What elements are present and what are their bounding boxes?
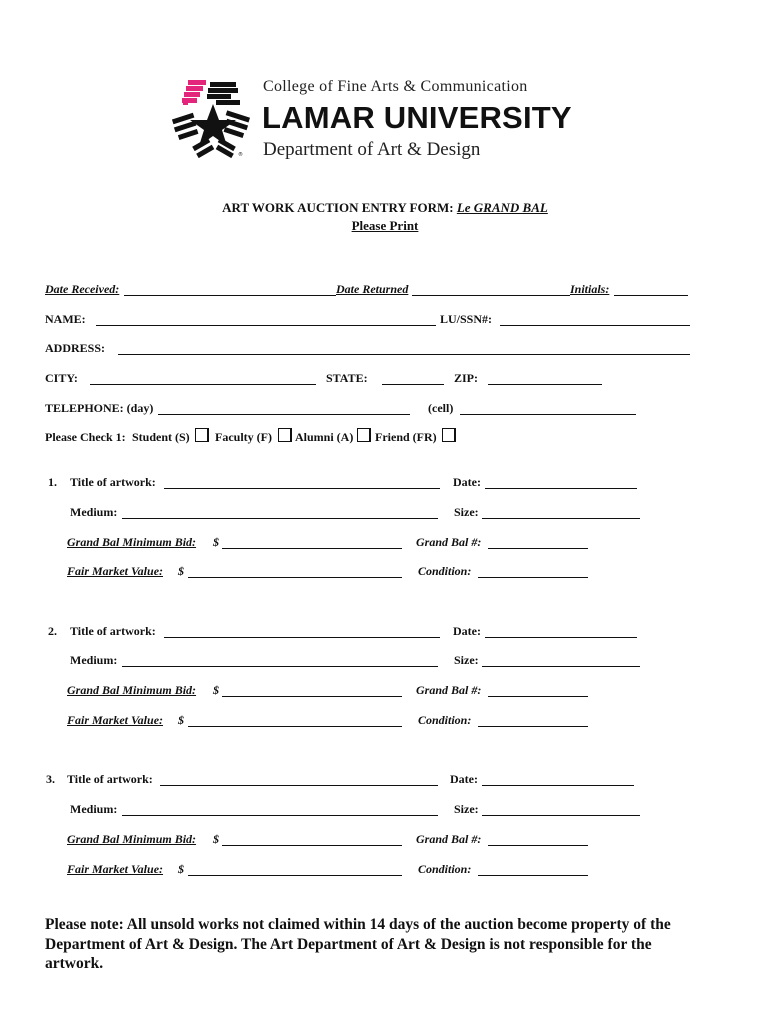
department-name: Department of Art & Design [263,139,481,160]
dollar-sign: $ [213,683,219,697]
fair-market-value-field[interactable] [188,726,402,727]
form-title [0,200,770,216]
grand-bal-number-field[interactable] [488,845,588,846]
date-label: Date: [453,624,481,638]
title-of-artwork-label: Title of artwork: [67,772,153,786]
entry-number: 3. [46,772,55,786]
size-field[interactable] [482,666,640,667]
size-label: Size: [454,505,479,519]
date-field[interactable] [485,488,637,489]
size-field[interactable] [482,518,640,519]
friend-checkbox[interactable] [442,428,456,442]
date-received-label: Date Received: [45,282,120,296]
fair-market-value-label: Fair Market Value: [67,564,164,578]
minimum-bid-label: Grand Bal Minimum Bid: [67,832,197,846]
form-title-prefix: ART WORK AUCTION ENTRY FORM: [222,200,457,215]
name-label: NAME: [45,312,86,326]
disclaimer-line-2: Department of Art & Design. The Art Department of Art & Design is not responsible for the [45,935,652,953]
state-field[interactable] [382,384,444,385]
grand-bal-number-label: Grand Bal #: [416,535,482,549]
city-label: CITY: [45,371,78,385]
form-title-event: Le GRAND BAL [456,200,548,215]
fair-market-value-label: Fair Market Value: [67,862,164,876]
date-label: Date: [453,475,481,489]
telephone-cell-label: (cell) [428,401,454,415]
title-of-artwork-field[interactable] [160,785,438,786]
grand-bal-number-field[interactable] [488,696,588,697]
lamar-star-logo-icon [172,74,254,164]
zip-label: ZIP: [454,371,478,385]
faculty-checkbox[interactable] [278,428,292,442]
option-student-label: Student (S) [132,430,190,444]
college-name: College of Fine Arts & Communication [263,78,528,95]
medium-field[interactable] [122,666,438,667]
option-faculty-label: Faculty (F) [215,430,272,444]
name-field[interactable] [96,325,436,326]
dollar-sign: $ [178,862,184,876]
condition-field[interactable] [478,726,588,727]
telephone-day-label: TELEPHONE: (day) [45,401,154,415]
grand-bal-number-label: Grand Bal #: [416,683,482,697]
grand-bal-number-label: Grand Bal #: [416,832,482,846]
minimum-bid-label: Grand Bal Minimum Bid: [67,535,197,549]
date-returned-label: Date Returned [336,282,409,296]
medium-label: Medium: [70,505,118,519]
title-of-artwork-label: Title of artwork: [70,624,156,638]
size-label: Size: [454,802,479,816]
option-friend-label: Friend (FR) [375,430,437,444]
title-of-artwork-field[interactable] [164,488,440,489]
date-label: Date: [450,772,478,786]
entry-number: 1. [48,475,57,489]
initials-label: Initials: [570,282,610,296]
title-of-artwork-field[interactable] [164,637,440,638]
dollar-sign: $ [213,832,219,846]
date-field[interactable] [482,785,634,786]
title-of-artwork-label: Title of artwork: [70,475,156,489]
medium-field[interactable] [122,815,438,816]
medium-field[interactable] [122,518,438,519]
student-checkbox[interactable] [195,428,209,442]
city-field[interactable] [90,384,316,385]
dollar-sign: $ [178,713,184,727]
check-one-label: Please Check 1: [45,430,126,444]
grand-bal-number-field[interactable] [488,548,588,549]
telephone-cell-field[interactable] [460,414,636,415]
condition-label: Condition: [418,564,472,578]
disclaimer-line-1: Please note: All unsold works not claimed within 14 days of the auction become property of the [45,916,671,933]
minimum-bid-label: Grand Bal Minimum Bid: [67,683,197,697]
zip-field[interactable] [488,384,602,385]
disclaimer-note [45,915,671,974]
size-label: Size: [454,653,479,667]
lussn-label: LU/SSN#: [440,312,493,326]
condition-label: Condition: [418,713,472,727]
fair-market-value-field[interactable] [188,875,402,876]
dollar-sign: $ [213,535,219,549]
address-label: ADDRESS: [45,341,106,355]
initials-line[interactable] [614,295,688,296]
condition-field[interactable] [478,875,588,876]
entry-number: 2. [48,624,57,638]
date-field[interactable] [485,637,637,638]
size-field[interactable] [482,815,640,816]
fair-market-value-field[interactable] [188,577,402,578]
medium-label: Medium: [70,802,118,816]
date-returned-line[interactable] [412,295,570,296]
telephone-day-field[interactable] [158,414,410,415]
dollar-sign: $ [178,564,184,578]
university-logo [172,74,254,164]
condition-field[interactable] [478,577,588,578]
alumni-checkbox[interactable] [357,428,371,442]
minimum-bid-field[interactable] [222,696,402,697]
state-label: STATE: [326,371,368,385]
address-field[interactable] [118,354,690,355]
disclaimer-line-3: artwork. [45,955,104,972]
date-received-line[interactable] [124,295,336,296]
lussn-field[interactable] [500,325,690,326]
minimum-bid-field[interactable] [222,548,402,549]
form-subtitle: Please Print [351,218,419,233]
university-name: LAMAR UNIVERSITY [262,100,572,135]
option-alumni-label: Alumni (A) [295,430,354,444]
medium-label: Medium: [70,653,118,667]
svg-text:®: ® [238,152,243,158]
minimum-bid-field[interactable] [222,845,402,846]
fair-market-value-label: Fair Market Value: [67,713,164,727]
condition-label: Condition: [418,862,472,876]
